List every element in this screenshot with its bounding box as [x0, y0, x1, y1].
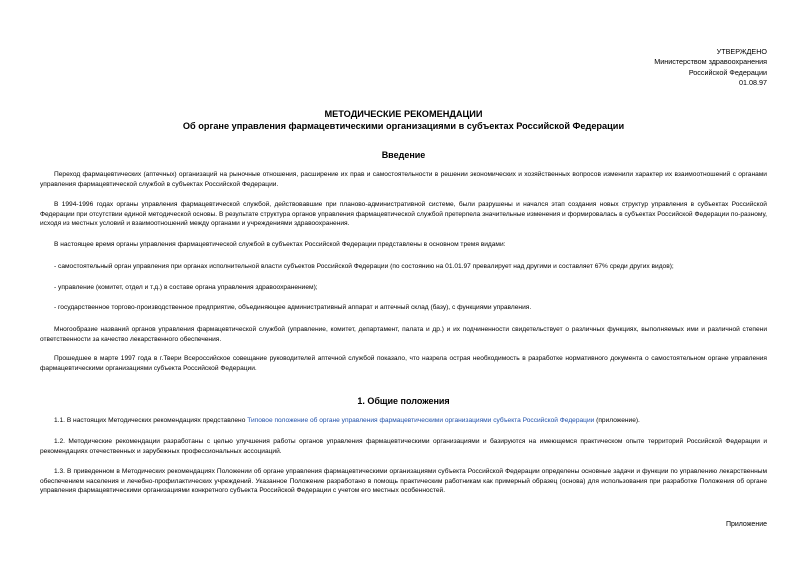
approval-line: УТВЕРЖДЕНО: [716, 47, 767, 56]
section-1-heading: 1. Общие положения: [357, 396, 450, 406]
document-title: [40, 108, 767, 132]
section-1-paragraph: [40, 416, 767, 426]
approval-line: Российской Федерации: [688, 67, 767, 77]
intro-list-item: - управление (комитет, отдел и т.д.) в составе органа управления здравоохранением);: [54, 284, 318, 291]
paragraph-text: 1.1. В настоящих Методических рекомендациях представлено: [54, 417, 248, 424]
title-line-2: Об органе управления фармацевтическими организациями в субъектах Российской Федерации: [182, 121, 625, 131]
approval-date: 01.08.97: [739, 78, 767, 88]
appendix-label: Приложение: [725, 521, 767, 528]
intro-paragraph: Прошедшее в марте 1997 года в г.Твери Всероссийское совещание руководителей аптечной службой показало, что назрела острая необходимость в разработке нормативного документа о самостоятельном органе управления фармацевтическими организациями субъекта Российской Федерации.: [40, 355, 767, 372]
typical-regulation-link[interactable]: Типовое положение об органе управления фармацевтическими организациями субъекта Российской Федерации: [247, 417, 595, 424]
approval-line: Министерством здравоохранения: [654, 57, 767, 67]
intro-paragraph: В 1994-1996 годах органы управления фармацевтической службой, действовавшие при планово-административной системе, были разрушены и начался этап создания новых структур управления в субъектах Российской Федерации при отсутствии единой методической основы. В результате структура органов управления фармацевтической службой претерпела значительные изменения и формировалась в субъектах Российской Федерации по-разному, исходя из местных условий и взаимоотношений между органами и учреждениями здравоохранения.: [40, 201, 767, 228]
paragraph-text: (приложение).: [594, 417, 640, 424]
approval-stamp: [654, 47, 767, 89]
intro-heading: Введение: [381, 150, 426, 160]
intro-paragraph: В настоящее время органы управления фармацевтической службой в субъектах Российской Федерации представлены в основном тремя видами:: [54, 241, 506, 248]
intro-paragraph: Переход фармацевтических (аптечных) организаций на рыночные отношения, расширение их прав и самостоятельности в решении экономических и хозяйственных вопросов изменили характер их взаимоотношений с органами управления фармацевтической службой в субъектах Российской Федерации.: [40, 171, 767, 188]
section-1-paragraph: 1.2. Методические рекомендации разработаны с целью улучшения работы органов управления фармацевтическими организациями и базируются на имеющемся практическом опыте территорий Российской Федерации и рекомендациях отечественных и зарубежных профессиональных ассоциаций.: [40, 438, 767, 455]
intro-list-item: - самостоятельный орган управления при органах исполнительной власти субъектов Российской Федерации (по состоянию на 01.01.97 превалирует над другими и составляет 67% среди других видов);: [54, 263, 674, 270]
title-line-1: МЕТОДИЧЕСКИЕ РЕКОМЕНДАЦИИ: [324, 109, 483, 119]
intro-paragraph: Многообразие названий органов управления фармацевтической службой (управление, комитет, департамент, палата и др.) и их подчиненности свидетельствует о различных функциях, выполняемых ими и различной степени ответственности за качество лекарственного обеспечения.: [40, 326, 767, 343]
intro-list-item: - государственное торгово-производственное предприятие, объединяющее административный аппарат и аптечный склад (базу), с функциями управления.: [54, 304, 532, 311]
section-1-paragraph: 1.3. В приведенном в Методических рекомендациях Положении об органе управления фармацевтическими организациями субъекта Российской Федерации определены основные задачи и функции по управлению лекарственным обеспечением населения и лечебно-профилактических учреждений. Указанное Положение разработано в помощь практическим работникам как примерный образец (основа) для использования при разработке Положения об органе управления фармацевтическими организациями конкретного субъекта Российской Федерации с учетом его местных особенностей.: [40, 468, 767, 495]
